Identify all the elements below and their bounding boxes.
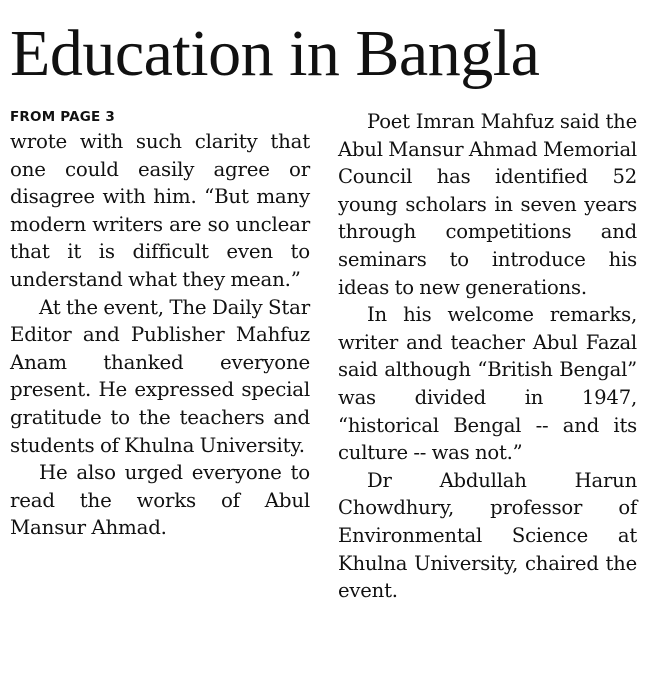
body-paragraph: In his welcome remarks, writer and teacher Abul Fazal said although “British Bengal” was divided in 1947, “historical Bengal -- and its culture -- was not.” — [338, 303, 637, 465]
headline: Education in Bangla — [10, 17, 540, 90]
body-paragraph: Poet Imran Mahfuz said the Abul Mansur Ahmad Memorial Council has identified 52 young scholars in seven years through competitions and seminars to introduce his ideas to new generations. — [338, 110, 637, 299]
article-column-right — [338, 108, 637, 605]
body-paragraph: He also urged everyone to read the works of Abul Mansur Ahmad. — [10, 461, 310, 540]
body-paragraph: wrote with such clarity that one could easily agree or disagree with him. “But many modern writers are so unclear that it is difficult even to understand what they mean.” — [10, 130, 310, 291]
article-column-left — [10, 108, 310, 542]
body-paragraph: At the event, The Daily Star Editor and Publisher Mahfuz Anam thanked everyone present. He expressed special gratitude to the teachers and students of Khulna University. — [10, 295, 310, 457]
jump-label: FROM PAGE 3 — [10, 109, 115, 125]
body-paragraph: Dr Abdullah Harun Chowdhury, professor of Environmental Science at Khulna University, chaired the event. — [338, 468, 637, 603]
